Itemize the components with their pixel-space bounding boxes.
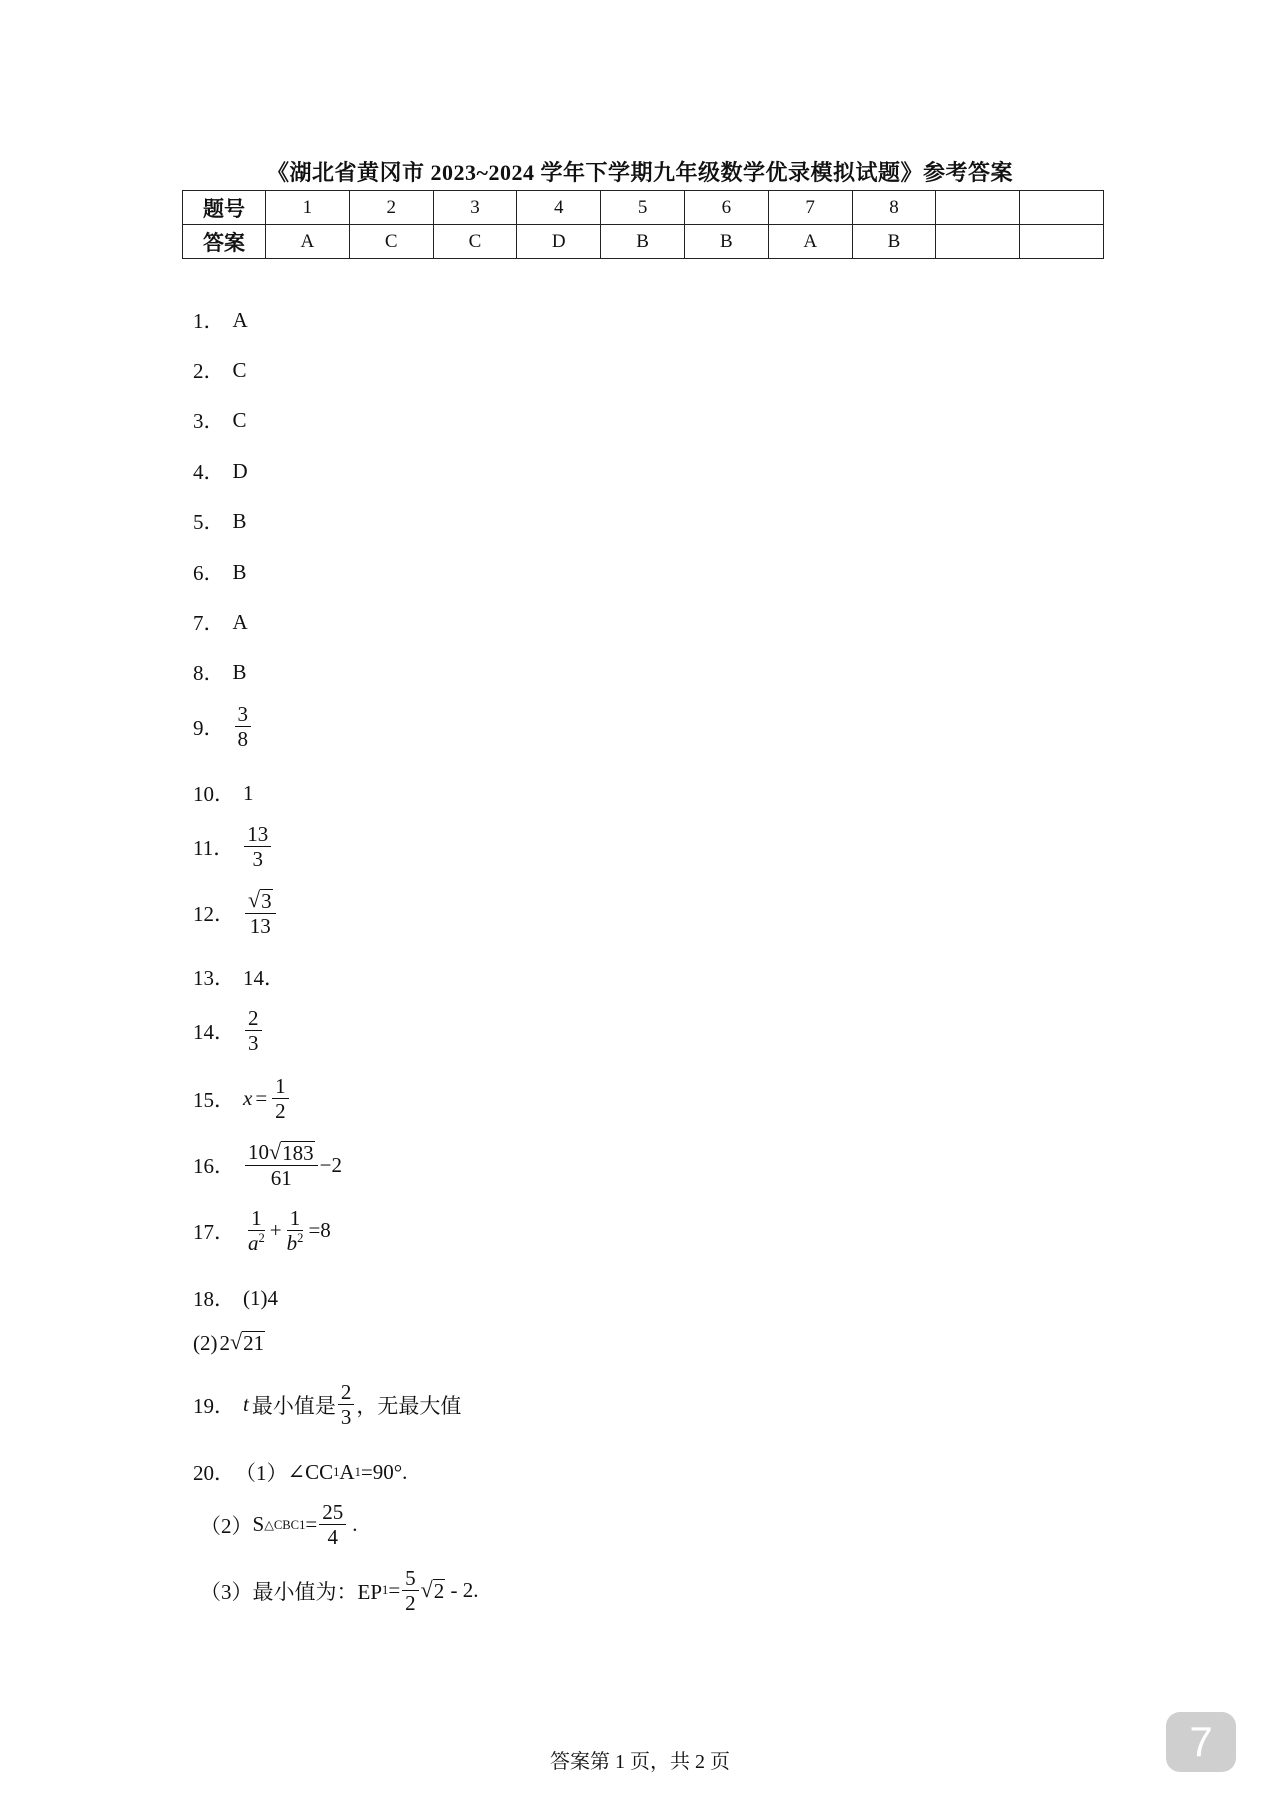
- part-label: (2): [193, 1331, 218, 1355]
- part-1-answer: (1)4: [243, 1285, 278, 1310]
- part-label: （1）: [235, 1461, 288, 1485]
- denominator: 4: [327, 1525, 338, 1550]
- expression-tail: - 2.: [445, 1578, 479, 1603]
- answer-text: 最小值为：EP: [252, 1579, 383, 1604]
- row-label-question-number: 题号: [183, 191, 266, 225]
- question-number-cell: [1020, 191, 1104, 225]
- answer-item-18-part-2: [193, 1331, 265, 1356]
- item-number: 12．: [193, 902, 235, 927]
- variable: x: [243, 1086, 253, 1111]
- numerator: [245, 888, 276, 914]
- fraction: [245, 1006, 262, 1055]
- radical-sign-icon: √: [420, 1576, 433, 1602]
- fraction: [319, 1500, 346, 1549]
- answer-item-6: [193, 557, 247, 587]
- denominator: 8: [237, 727, 248, 752]
- answer-item-16: [193, 1140, 342, 1190]
- question-number-cell: 7: [768, 191, 852, 225]
- item-answer: A: [232, 307, 248, 332]
- answer-item-7: [193, 607, 248, 637]
- numerator: 2: [245, 1006, 262, 1031]
- answer-cell: C: [433, 225, 517, 259]
- angle-expression: A: [339, 1459, 355, 1484]
- denominator: 3: [248, 1031, 259, 1056]
- fraction: [284, 1206, 307, 1255]
- radicand: 2: [433, 1578, 445, 1603]
- numerator: 1: [272, 1074, 289, 1099]
- answer-cell: A: [768, 225, 852, 259]
- row-label-answer: 答案: [183, 225, 266, 259]
- radical-sign-icon: √: [230, 1329, 243, 1355]
- area-symbol: S: [252, 1512, 265, 1537]
- subscript: △CBC1: [264, 1517, 306, 1532]
- item-number: 3．: [193, 409, 225, 433]
- numerator: 3: [235, 702, 252, 727]
- part-label: （2）: [200, 1513, 253, 1538]
- answer-cell: D: [517, 225, 601, 259]
- denominator: 2: [275, 1099, 286, 1124]
- answer-cell: A: [266, 225, 350, 259]
- item-answer: B: [232, 659, 247, 684]
- answer-cell: [1020, 225, 1104, 259]
- item-number: 2．: [193, 359, 225, 383]
- variable: t: [243, 1392, 249, 1417]
- answer-item-18: [193, 1283, 278, 1313]
- answer-item-20: [193, 1457, 407, 1487]
- answer-item-15: [193, 1074, 291, 1123]
- answer-text: ，无最大值: [356, 1393, 462, 1418]
- square-root: [248, 889, 273, 913]
- item-answer: 14．: [243, 966, 285, 990]
- square-root: [269, 1141, 315, 1165]
- equals-sign: =: [305, 1512, 318, 1537]
- radicand: 21: [243, 1331, 265, 1356]
- fraction: [245, 1140, 318, 1190]
- document-title: 《湖北省黄冈市 2023~2024 学年下学期九年级数学优录模拟试题》参考答案: [267, 160, 1013, 185]
- answer-item-12: [193, 888, 278, 938]
- item-number: 8．: [193, 661, 225, 685]
- numerator: 13: [244, 822, 271, 847]
- denominator: 3: [252, 847, 263, 872]
- answer-item-17: [193, 1206, 331, 1255]
- coefficient: 10: [248, 1140, 269, 1164]
- answer-row: [183, 225, 1104, 259]
- fraction: [338, 1380, 355, 1429]
- expression-tail: =8: [308, 1218, 331, 1243]
- answer-item-19: [193, 1380, 461, 1429]
- item-answer: B: [232, 508, 247, 533]
- answer-item-9: [193, 702, 253, 751]
- denominator: 61: [270, 1166, 292, 1191]
- answer-item-14: [193, 1006, 264, 1055]
- page-footer: 答案第 1 页，共 2 页: [550, 1751, 730, 1773]
- item-number: 11．: [193, 835, 235, 860]
- angle-value: =90°.: [360, 1459, 408, 1484]
- answer-text: 最小值是: [251, 1393, 336, 1418]
- numerator: 25: [319, 1500, 346, 1525]
- expression-tail: .: [352, 1512, 358, 1537]
- square-root: [230, 1331, 265, 1355]
- item-answer: B: [232, 559, 247, 584]
- question-number-cell: 1: [266, 191, 350, 225]
- plus-sign: +: [269, 1218, 282, 1243]
- square-root: [420, 1576, 446, 1603]
- answer-item-8: [193, 657, 247, 687]
- exponent: 2: [258, 1231, 265, 1246]
- part-label: （3）: [200, 1579, 253, 1604]
- item-answer: A: [232, 609, 248, 634]
- question-number-cell: 4: [517, 191, 601, 225]
- item-number: 7．: [193, 611, 225, 635]
- radicand: 183: [282, 1141, 314, 1165]
- denominator: [245, 1231, 268, 1255]
- radical-sign-icon: √: [269, 1139, 282, 1164]
- answer-cell: B: [684, 225, 768, 259]
- item-number: 18．: [193, 1287, 235, 1311]
- question-number-cell: 3: [433, 191, 517, 225]
- subscript: 1: [382, 1583, 389, 1598]
- answer-item-4: [193, 456, 248, 486]
- exponent: 2: [297, 1231, 304, 1246]
- fraction: [272, 1074, 289, 1123]
- answer-cell: B: [601, 225, 685, 259]
- item-number: 6．: [193, 561, 225, 585]
- numerator: 2: [338, 1380, 355, 1405]
- item-number: 4．: [193, 460, 225, 484]
- item-number: 14．: [193, 1019, 235, 1044]
- expression-tail: −2: [319, 1152, 342, 1177]
- item-number: 10．: [193, 782, 235, 806]
- denominator: 13: [249, 914, 271, 939]
- subscript: 1: [333, 1464, 340, 1479]
- numerator: 1: [287, 1206, 304, 1231]
- item-answer: D: [232, 458, 248, 483]
- question-number-cell: 8: [852, 191, 936, 225]
- angle-expression: ∠CC: [287, 1459, 334, 1484]
- item-number: 20．: [193, 1461, 235, 1485]
- item-number: 15．: [193, 1087, 235, 1112]
- item-number: 13．: [193, 966, 235, 990]
- radical-sign-icon: √: [248, 887, 261, 912]
- numerator: 5: [402, 1566, 419, 1591]
- question-number-cell: 6: [684, 191, 768, 225]
- answer-item-2: [193, 355, 247, 385]
- denominator: 2: [405, 1591, 416, 1616]
- answer-cell: [936, 225, 1020, 259]
- radicand: 3: [261, 889, 272, 913]
- question-number-row: [183, 191, 1104, 225]
- answer-item-1: [193, 305, 248, 335]
- fraction: [245, 1206, 268, 1255]
- item-number: 17．: [193, 1219, 235, 1244]
- answer-item-10: [193, 778, 254, 808]
- variable: a: [248, 1231, 259, 1256]
- answer-item-13: [193, 962, 285, 992]
- question-number-cell: [936, 191, 1020, 225]
- equals-sign: =: [255, 1086, 268, 1111]
- answer-item-5: [193, 506, 247, 536]
- answer-item-11: [193, 822, 273, 871]
- item-answer: C: [232, 407, 247, 432]
- coefficient: 2: [219, 1331, 230, 1355]
- item-answer: C: [232, 357, 247, 382]
- answer-item-3: [193, 405, 247, 435]
- numerator: [245, 1140, 318, 1166]
- equals-sign: =: [388, 1578, 401, 1603]
- item-number: 16．: [193, 1154, 235, 1179]
- item-number: 1．: [193, 309, 225, 333]
- item-number: 5．: [193, 510, 225, 534]
- answer-table: [182, 190, 1104, 259]
- page-number-badge: 7: [1166, 1712, 1236, 1772]
- answer-item-20-part-3: [200, 1566, 479, 1615]
- answer-item-20-part-2: [200, 1500, 357, 1549]
- question-number-cell: 5: [601, 191, 685, 225]
- item-answer: 1: [243, 780, 254, 805]
- fraction: [402, 1566, 419, 1615]
- fraction: [244, 822, 271, 871]
- variable: b: [286, 1231, 298, 1256]
- answer-cell: B: [852, 225, 936, 259]
- denominator: 3: [340, 1405, 352, 1430]
- subscript: 1: [354, 1464, 361, 1479]
- numerator: 1: [248, 1206, 265, 1231]
- fraction: [235, 702, 252, 751]
- fraction: [245, 888, 276, 938]
- answer-cell: C: [349, 225, 433, 259]
- item-number: 9．: [193, 715, 225, 740]
- question-number-cell: 2: [349, 191, 433, 225]
- denominator: [284, 1231, 307, 1255]
- item-number: 19．: [193, 1393, 235, 1418]
